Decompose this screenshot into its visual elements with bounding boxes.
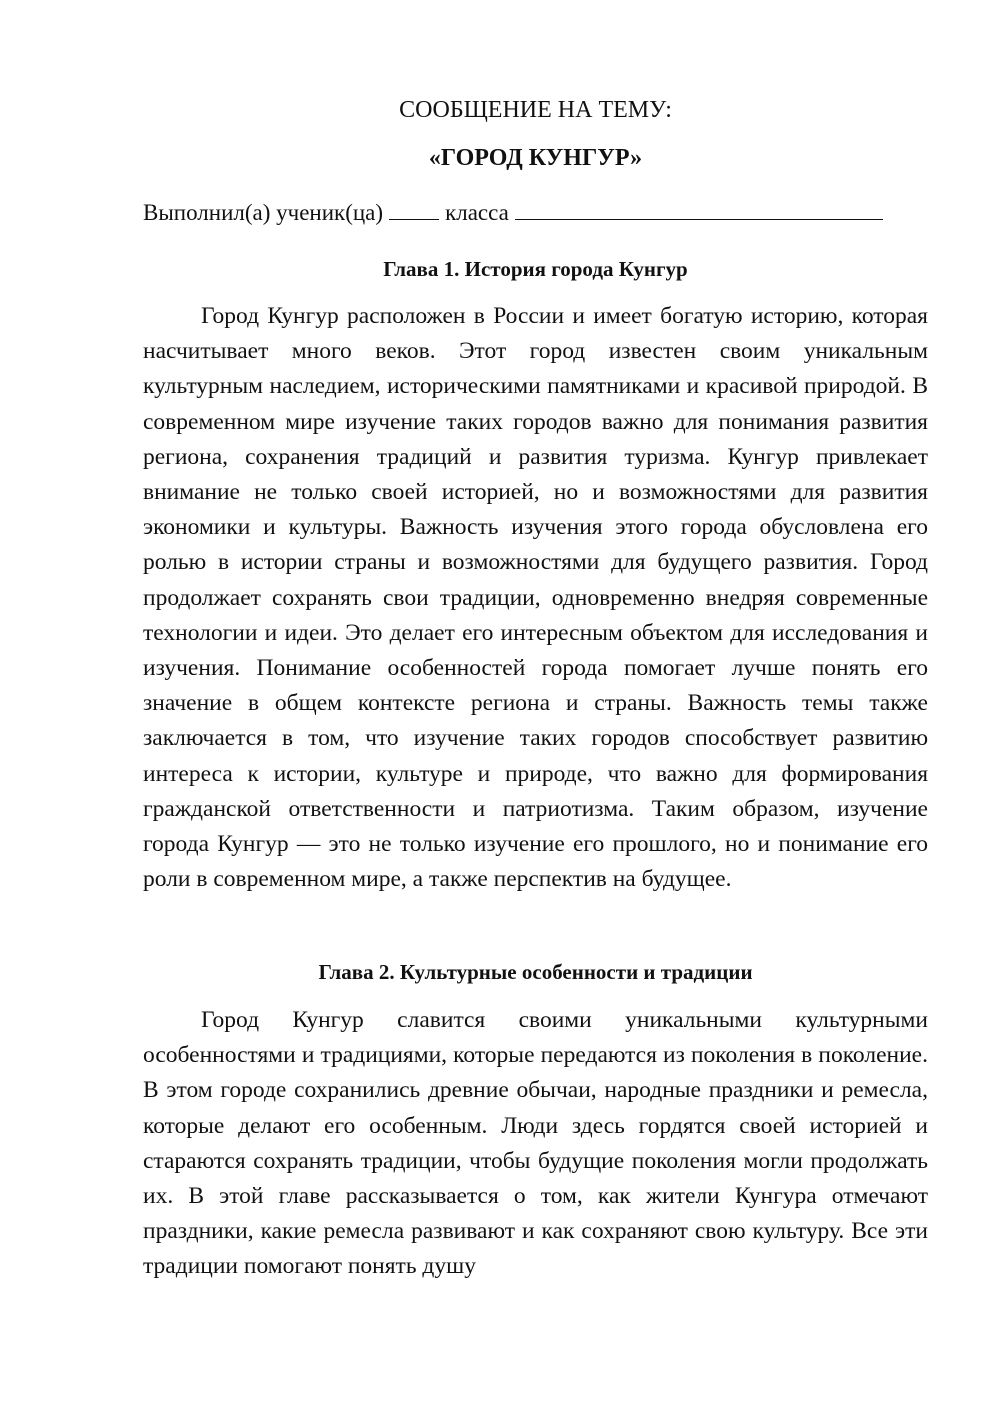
class-label: класса <box>445 200 509 225</box>
document-title-prefix: СООБЩЕНИЕ НА ТЕМУ: <box>399 97 672 123</box>
author-label: Выполнил(а) ученик(ца) <box>143 200 384 225</box>
grade-blank-line <box>389 197 439 220</box>
document-title: «ГОРОД КУНГУР» <box>428 145 643 171</box>
chapter-1-paragraph: Город Кунгур расположен в России и имеет богатую историю, которая насчитывает много веков. Этот город известен своим уникальным культурным наследием, историческими памятниками и красивой природой. В современном мире изучение таких городов важно для понимания развития региона, сохранения традиций и развития туризма. Кунгур привлекает внимание не только своей историей, но и возможностями для развития экономики и культуры. Важность изучения этого города обусловлена его ролью в истории страны и возможностями для будущего развития. Город продолжает сохранять свои традиции, одновременно внедряя современные технологии и идеи. Это делает его интересным объектом для исследования и изучения. Понимание особенностей города помогает лучше понять его значение в общем контексте региона и страны. Важность темы также заключается в том, что изучение таких городов способствует развитию интереса к истории, культуре и природе, что важно для формирования гражданской ответственности и патриотизма. Таким образом, изучение города Кунгур — это не только изучение его прошлого, но и понимание его роли в современном мире, а также перспектив на будущее. <box>143 303 928 893</box>
chapter-1-heading: Глава 1. История города Кунгур <box>383 257 688 281</box>
chapter-2-paragraph: Город Кунгур славится своими уникальными культурными особенностями и традициями, которые передаются из поколения в поколение. В этом городе сохранились древние обычаи, народные праздники и ремесла, которые делают его особенным. Люди здесь гордятся своей историей и стараются сохранять традиции, чтобы будущие поколения могли продолжать их. В этой главе рассказывается о том, как жители Кунгура отмечают праздники, какие ремесла развивают и как сохраняют свою культуру. Все эти традиции помогают понять душу <box>143 1007 928 1280</box>
name-blank-line <box>515 197 883 220</box>
chapter-2-heading: Глава 2. Культурные особенности и традиции <box>318 960 753 984</box>
author-line <box>143 197 928 228</box>
